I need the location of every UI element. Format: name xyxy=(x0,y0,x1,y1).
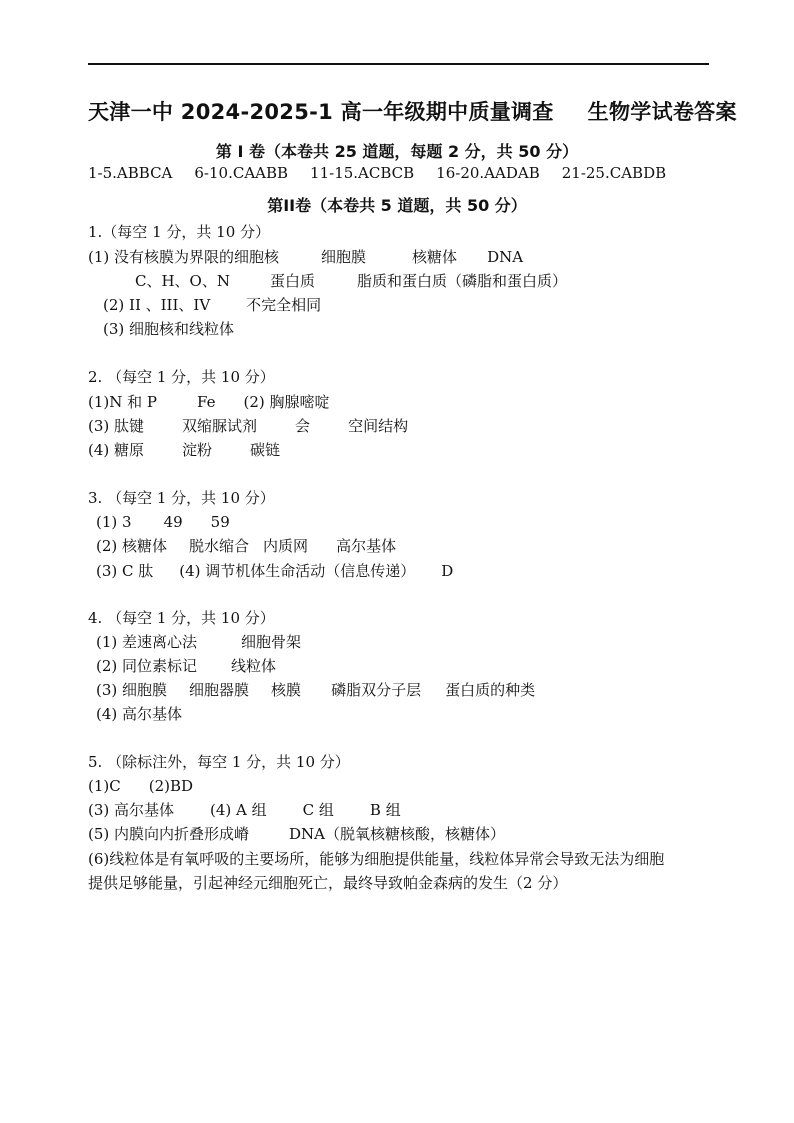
answer: (1) 3 xyxy=(96,513,132,531)
answer: 碳链 xyxy=(250,441,281,459)
answer: (4) 调节机体生命活动（信息传递） xyxy=(179,562,416,580)
answer: (4) 糖原 xyxy=(88,441,145,459)
answer: (3) 细胞膜 xyxy=(96,681,168,699)
q4-header: 4. （每空 1 分，共 10 分） xyxy=(88,609,275,627)
answer: D xyxy=(441,562,454,580)
answer: DNA xyxy=(487,248,524,266)
q4-line1 xyxy=(96,632,301,652)
answer: C 组 xyxy=(302,801,334,819)
answer: (1) 没有核膜为界限的细胞核 xyxy=(88,248,280,266)
q4-line2 xyxy=(96,656,276,676)
answer: (2) 同位素标记 xyxy=(96,657,198,675)
answer: Fe xyxy=(197,393,216,411)
answer: (2)BD xyxy=(148,777,194,795)
q1-line3 xyxy=(103,295,321,315)
document-title xyxy=(88,96,737,126)
top-rule xyxy=(88,63,709,65)
answer: 脱水缩合 xyxy=(189,537,250,555)
answer: 核糖体 xyxy=(412,248,458,266)
mc-answer-6-10: 6-10.CAABB xyxy=(194,164,289,182)
part1-answers xyxy=(88,163,666,183)
answer: C、H、O、N xyxy=(135,272,230,290)
q2-header: 2. （每空 1 分，共 10 分） xyxy=(88,368,275,386)
answer: (1)N 和 P xyxy=(88,393,158,411)
answer: (3) 肽键 xyxy=(88,417,145,435)
q5-line2 xyxy=(88,800,401,820)
answer: (3) 高尔基体 xyxy=(88,801,175,819)
answer: 空间结构 xyxy=(348,417,409,435)
answer: 蛋白质的种类 xyxy=(445,681,536,699)
answer: B 组 xyxy=(369,801,401,819)
answer: 细胞骨架 xyxy=(241,633,302,651)
answer: 49 xyxy=(163,513,183,531)
q3-line2 xyxy=(96,536,396,556)
q3-line1 xyxy=(96,512,230,532)
q4-line3 xyxy=(96,680,535,700)
title-main: 天津一中 2024-2025-1 高一年级期中质量调查 xyxy=(88,100,554,124)
answer: DNA（脱氧核糖核酸，核糖体） xyxy=(289,825,506,843)
answer: 线粒体 xyxy=(231,657,277,675)
q1-header: 1.（每空 1 分，共 10 分） xyxy=(88,223,271,241)
q1-line2 xyxy=(135,271,567,291)
q1-line4: (3) 细胞核和线粒体 xyxy=(103,320,235,338)
part1-heading: 第 I 卷（本卷共 25 道题，每题 2 分，共 50 分） xyxy=(215,142,579,161)
answer: 淀粉 xyxy=(182,441,213,459)
answer: 核膜 xyxy=(271,681,302,699)
mc-answer-11-15: 11-15.ACBCB xyxy=(310,164,415,182)
answer: (2) 胸腺嘧啶 xyxy=(243,393,330,411)
q2-line3 xyxy=(88,440,280,460)
answer: 内质网 xyxy=(263,537,309,555)
answer: (1) 差速离心法 xyxy=(96,633,198,651)
q2-line2 xyxy=(88,416,408,436)
answer: (4) A 组 xyxy=(210,801,267,819)
q3-header: 3. （每空 1 分，共 10 分） xyxy=(88,489,275,507)
part2-heading: 第II卷（本卷共 5 道题，共 50 分） xyxy=(267,196,527,215)
answer: 蛋白质 xyxy=(269,272,315,290)
answer: 细胞器膜 xyxy=(189,681,250,699)
q1-line1 xyxy=(88,247,523,267)
q2-line1 xyxy=(88,392,330,412)
q5-header: 5. （除标注外，每空 1 分，共 10 分） xyxy=(88,753,350,771)
q5-line4: (6)线粒体是有氧呼吸的主要场所，能够为细胞提供能量，线粒体异常会导致无法为细胞 xyxy=(88,850,665,868)
q5-line5: 提供足够能量，引起神经元细胞死亡，最终导致帕金森病的发生（2 分） xyxy=(88,874,568,892)
answer: (2) 核糖体 xyxy=(96,537,168,555)
answer: (2) II 、III、IV xyxy=(103,296,211,314)
q5-line3 xyxy=(88,824,505,844)
answer: (3) C 肽 xyxy=(96,562,154,580)
mc-answer-1-5: 1-5.ABBCA xyxy=(88,164,173,182)
q4-line4: (4) 高尔基体 xyxy=(96,705,183,723)
mc-answer-16-20: 16-20.AADAB xyxy=(436,164,540,182)
answer: (5) 内膜向内折叠形成嵴 xyxy=(88,825,250,843)
answer: 细胞膜 xyxy=(321,248,367,266)
answer: 不完全相同 xyxy=(246,296,322,314)
answer: 磷脂双分子层 xyxy=(331,681,422,699)
answer: (1)C xyxy=(88,777,121,795)
q3-line3 xyxy=(96,561,453,581)
answer: 59 xyxy=(210,513,230,531)
answer: 脂质和蛋白质（磷脂和蛋白质） xyxy=(357,272,568,290)
answer: 高尔基体 xyxy=(336,537,397,555)
answer: 会 xyxy=(295,417,311,435)
title-subject: 生物学试卷答案 xyxy=(587,100,737,124)
q5-line1 xyxy=(88,776,193,796)
mc-answer-21-25: 21-25.CABDB xyxy=(561,164,667,182)
answer: 双缩脲试剂 xyxy=(182,417,258,435)
